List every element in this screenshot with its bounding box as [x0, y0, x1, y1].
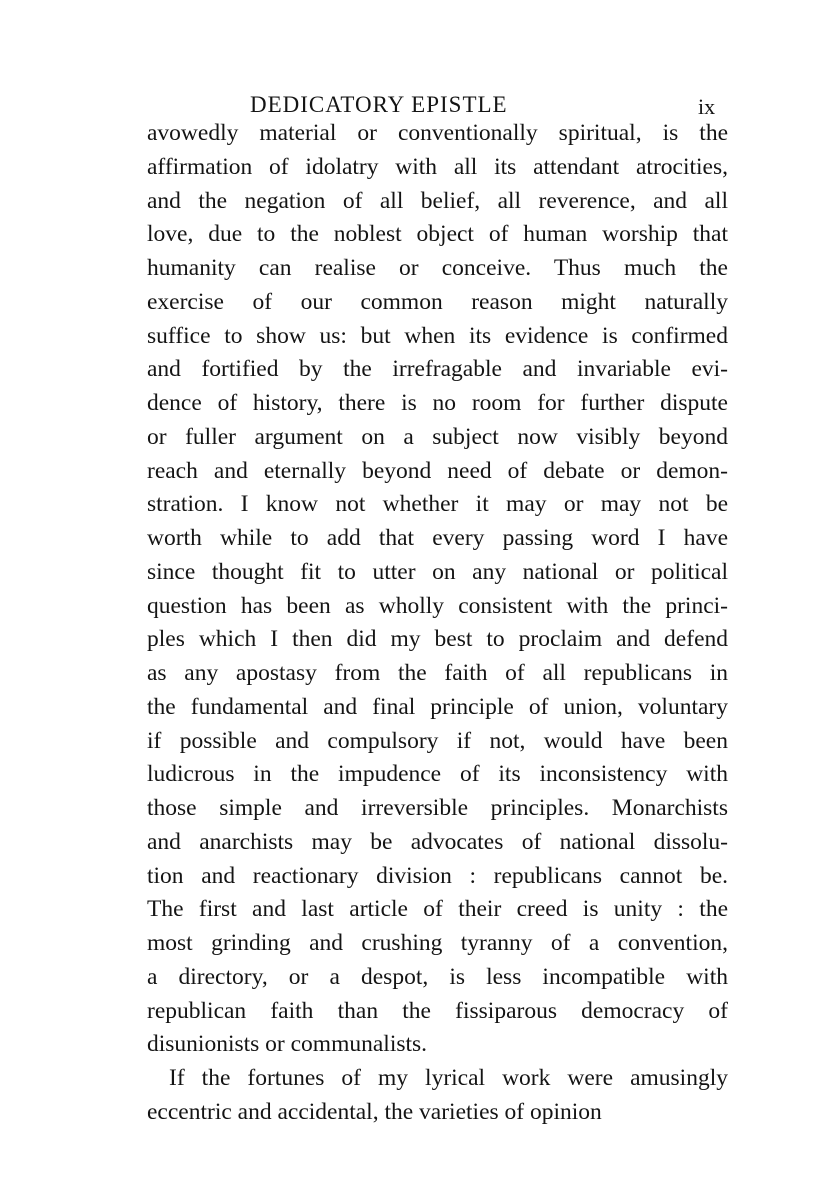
text-line: ples which I then did my best to proclaim and defend: [147, 626, 728, 653]
page-number: ix: [698, 94, 716, 119]
text-line: most grinding and crushing tyranny of a convention,: [147, 930, 728, 956]
text-line: question has been as wholly consistent with the princi-: [147, 592, 728, 619]
text-line: suffice to show us: but when its evidence is confirmed: [147, 322, 728, 349]
text-line: and the negation of all belief, all reverence, and all: [147, 187, 728, 214]
text-line: avowedly material or conventionally spiritual, is the: [147, 120, 728, 146]
text-line: and fortified by the irrefragable and invariable evi-: [147, 356, 728, 383]
text-line: since thought fit to utter on any national or political: [147, 558, 728, 585]
text-line: those simple and irreversible principles. Monarchists: [147, 795, 728, 821]
text-line: republican faith than the fissiparous democracy of: [147, 997, 728, 1024]
text-line: love, due to the noblest object of human worship that: [147, 221, 728, 248]
text-line: disunionists or communalists.: [147, 1031, 428, 1058]
text-line: affirmation of idolatry with all its attendant atrocities,: [147, 153, 728, 180]
text-line: eccentric and accidental, the varieties of opinion: [147, 1098, 602, 1125]
text-line: as any apostasy from the faith of all republicans in: [147, 660, 728, 686]
running-title: DEDICATORY EPISTLE: [250, 92, 508, 117]
text-line: if possible and compulsory if not, would have been: [147, 727, 728, 754]
text-line: If the fortunes of my lyrical work were amusingly: [169, 1065, 728, 1091]
text-line: or fuller argument on a subject now visibly beyond: [147, 423, 728, 450]
text-line: humanity can realise or conceive. Thus much the: [147, 255, 728, 281]
text-line: dence of history, there is no room for further dispute: [147, 390, 728, 416]
text-line: and anarchists may be advocates of national dissolu-: [147, 828, 728, 855]
text-line: reach and eternally beyond need of debate or demon-: [147, 457, 728, 484]
text-line: worth while to add that every passing word I have: [147, 525, 728, 551]
text-line: a directory, or a despot, is less incompatible with: [147, 963, 728, 990]
text-line: ludicrous in the impudence of its inconsistency with: [147, 761, 728, 788]
text-line: the fundamental and final principle of union, voluntary: [147, 693, 728, 720]
body-text: [147, 117, 728, 1130]
text-line: stration. I know not whether it may or may not be: [147, 491, 728, 518]
text-line: exercise of our common reason might naturally: [147, 288, 728, 315]
text-line: The first and last article of their creed is unity : the: [147, 896, 728, 923]
text-line: tion and reactionary division : republicans cannot be.: [147, 862, 728, 889]
